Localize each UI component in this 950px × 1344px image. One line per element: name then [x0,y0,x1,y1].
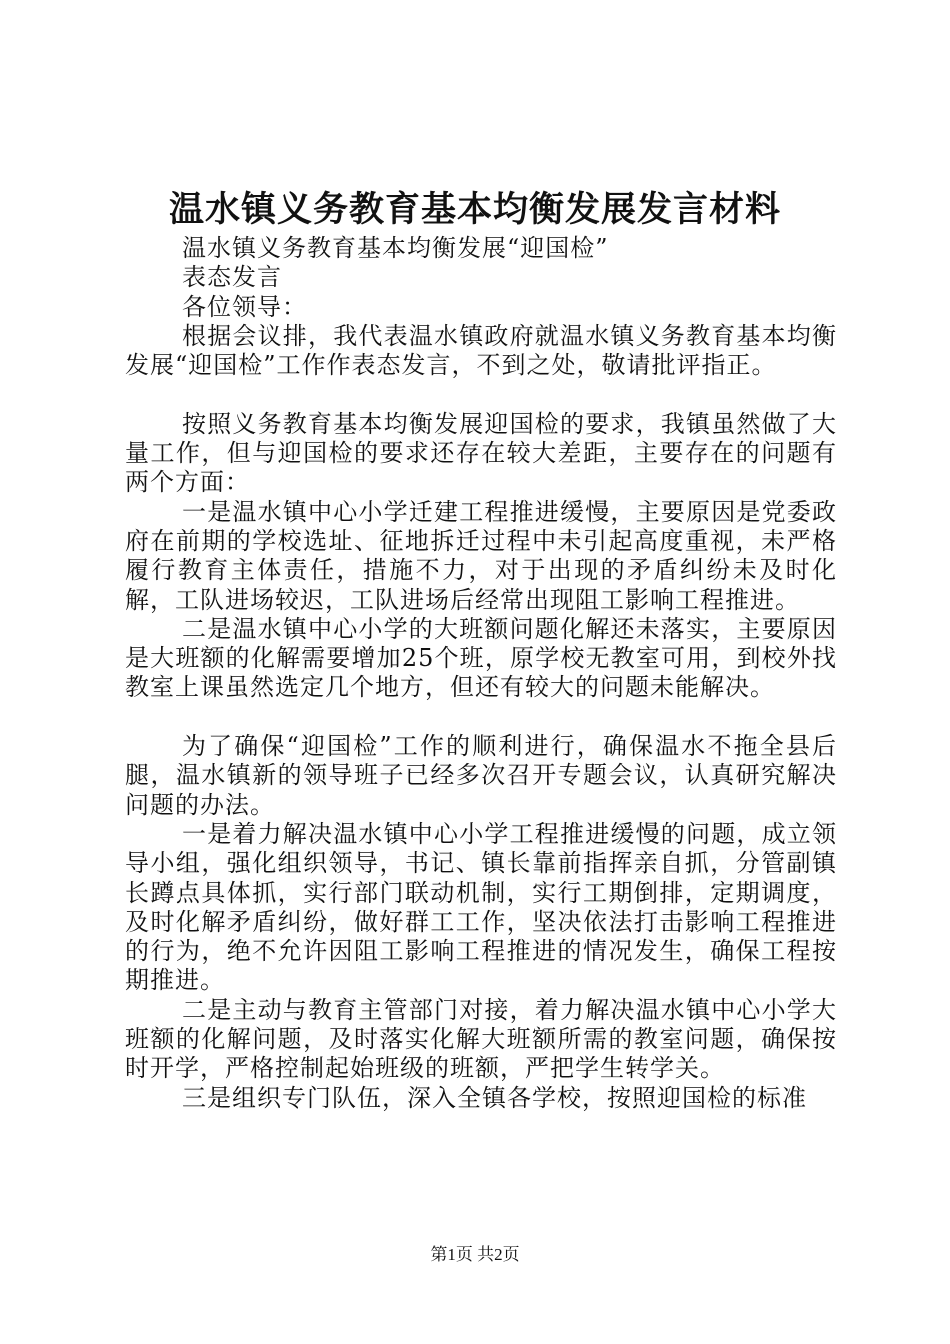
paragraph-measure-3: 三是组织专门队伍，深入全镇各学校，按照迎国检的标准 [182,1083,807,1112]
paragraph-spacer [125,380,837,409]
paragraph-measures: 为了确保“迎国检”工作的顺利进行，确保温水不拖全县后腿，温水镇新的领导班子已经多次召开专题会议，认真研究解决问题的办法。 [125,732,837,819]
salutation: 各位领导： [182,292,307,321]
paragraph-spacer [125,703,837,732]
document-body [125,234,837,1113]
subtitle-line-1: 温水镇义务教育基本均衡发展“迎国检” [182,234,609,262]
paragraph-intro: 根据会议排，我代表温水镇政府就温水镇义务教育基本均衡发展“迎国检”工作作表态发言，不到之处，敬请批评指正。 [125,321,837,380]
paragraph-measure-2: 二是主动与教育主管部门对接，着力解决温水镇中心小学大班额的化解问题，及时落实化解大班额所需的教室问题，确保按时开学，严格控制起始班级的班额，严把学生转学关。 [125,995,837,1083]
document-title: 温水镇义务教育基本均衡发展发言材料 [168,189,781,230]
paragraph-problems: 按照义务教育基本均衡发展迎国检的要求，我镇虽然做了大量工作，但与迎国检的要求还存在较大差距，主要存在的问题有两个方面： [125,409,837,497]
paragraph-problem-2: 二是温水镇中心小学的大班额问题化解还未落实，主要原因是大班额的化解需要增加25个班，原学校无教室可用，到校外找教室上课虽然选定几个地方，但还有较大的问题未能解决。 [125,614,837,702]
paragraph-problem-1: 一是温水镇中心小学迁建工程推进缓慢，主要原因是党委政府在前期的学校选址、征地拆迁过程中未引起高度重视，未严格履行教育主体责任，措施不力，对于出现的矛盾纠纷未及时化解，工队进场较迟，工队进场后经常出现阻工影响工程推进。 [125,497,837,614]
page-number-footer: 第1页 共2页 [430,1245,520,1264]
paragraph-measure-1: 一是着力解决温水镇中心小学工程推进缓慢的问题，成立领导小组，强化组织领导，书记、镇长靠前指挥亲自抓，分管副镇长蹲点具体抓，实行部门联动机制，实行工期倒排，定期调度，及时化解矛盾纠纷，做好群工工作，坚决依法打击影响工程推进的行为，绝不允许因阻工影响工程推进的情况发生，确保工程按期推进。 [125,819,837,995]
subtitle-line-2: 表态发言 [182,263,282,292]
